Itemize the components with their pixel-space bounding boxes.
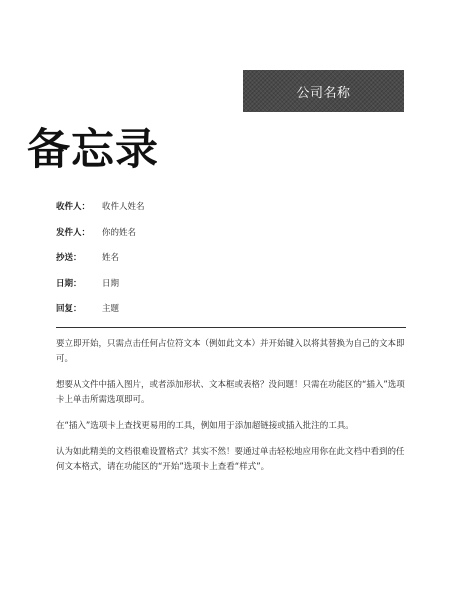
header-divider [56, 327, 406, 328]
field-row-from [56, 225, 145, 251]
company-name[interactable]: 公司名称 [296, 85, 351, 101]
body-paragraph[interactable]: 认为如此精美的文档很难设置格式？其实不然！要通过单击轻松地应用你在此文档中看到的任何文本格式，请在功能区的“开始”选项卡上查看“样式”。 [56, 447, 405, 472]
field-label-re: 回复： [56, 304, 82, 314]
field-value-cc[interactable]: 姓名 [102, 253, 120, 263]
field-label-from: 发件人： [56, 227, 91, 238]
field-value-from[interactable]: 你的姓名 [102, 227, 137, 238]
body-paragraph[interactable]: 想要从文件中插入图片，或者添加形状、文本框或表格？没问题！只需在功能区的“插入”选项卡上单击所需选项即可。 [56, 380, 405, 405]
body-paragraph[interactable]: 在“插入”选项卡上查找更易用的工具，例如用于添加超链接或插入批注的工具。 [56, 421, 354, 431]
field-value-date[interactable]: 日期 [102, 278, 120, 289]
field-label-to: 收件人： [56, 202, 91, 212]
memo-title[interactable]: 备忘录 [27, 125, 159, 175]
memo-fields [56, 199, 145, 327]
field-row-cc [56, 250, 145, 276]
field-value-re[interactable]: 主题 [102, 304, 120, 314]
field-row-date [56, 276, 145, 302]
body-paragraph[interactable]: 要立即开始，只需点击任何占位符文本（例如此文本）并开始键入以将其替换为自己的文本即可。 [56, 339, 405, 364]
memo-body [56, 337, 408, 486]
field-label-cc: 抄送： [56, 253, 82, 263]
company-name-banner [243, 70, 404, 112]
field-label-date: 日期： [56, 278, 82, 289]
field-row-to [56, 199, 145, 225]
field-value-to[interactable]: 收件人姓名 [102, 202, 145, 212]
field-row-re [56, 301, 145, 327]
